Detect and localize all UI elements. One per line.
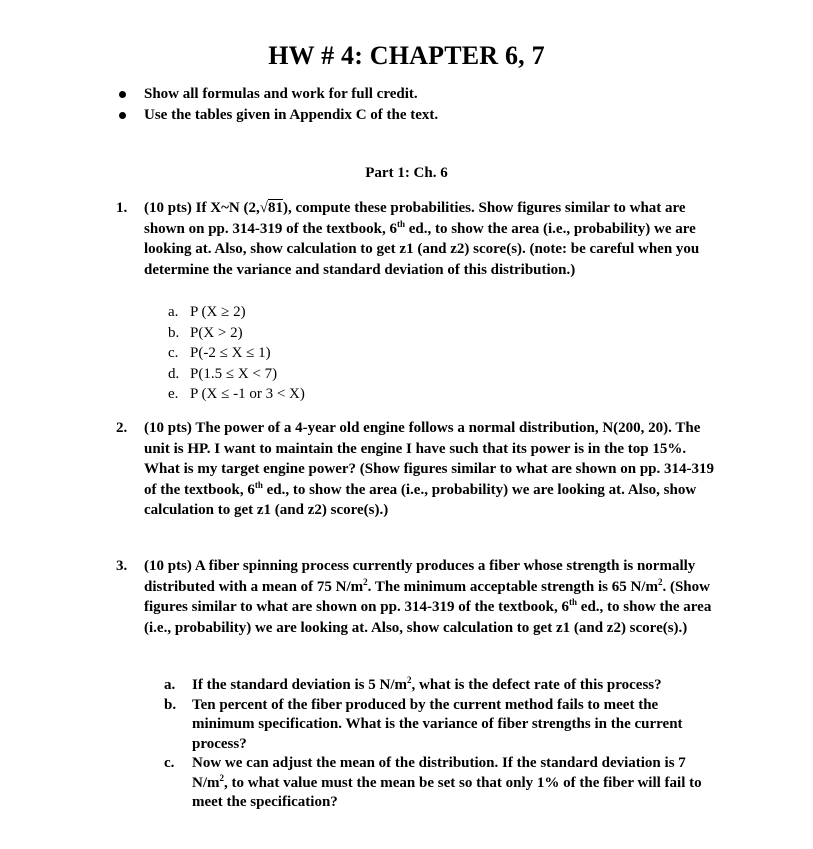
subquestion-text: P(-2 ≤ X ≤ 1) [190,345,271,361]
question-2 [116,418,722,521]
question-number: 1. [116,200,128,216]
question-text [144,418,722,521]
q3-text-c: . (Show figures similar to what are shown on pp. 314-319 of the textbook, 6 [144,578,710,615]
q3-text-d: ed., to show the area (i.e., probability) we are looking at. Also, show calculation to get z1 (and z2) score(s).) [144,599,712,636]
subquestion-letter: c. [164,755,175,771]
subquestion-letter: b. [164,696,177,713]
question-1 [116,198,722,280]
subquestion-letter: a. [164,677,176,693]
subquestion-text: Now we can adjust the mean of the distribution. If the standard deviation is 7 N/m [192,755,686,791]
instruction-item: Use the tables given in Appendix C of the text. [116,105,438,126]
sqrt-symbol: √ [259,200,268,216]
part-heading: Part 1: Ch. 6 [365,165,448,181]
subquestion-text: , what is the defect rate of this process? [411,677,662,693]
q1-text-a: (10 pts) If X~N (2, [144,200,260,216]
subquestion-item [164,754,724,813]
q1-text-b: ), compute these probabilities. Show figures similar to what are shown on pp. 314-319 of the textbook, 6 [144,200,686,237]
question-3 [116,556,722,638]
question-number: 3. [116,558,128,574]
subquestion-letter: c. [168,345,179,361]
q3-text-b: . The minimum acceptable strength is 65 N/m [367,578,658,595]
subquestion-text: Ten percent of the fiber produced by the current method fails to meet the minimum specification. What is the variance of fiber strengths in the current process? [192,696,683,752]
subquestion-item [168,384,305,405]
subquestion-item [168,323,305,344]
subquestion-letter: e. [168,386,179,402]
q3-text-a: (10 pts) A fiber spinning process currently produces a fiber whose strength is normally distributed with a mean of 75 N/m [144,558,696,595]
subquestion-text: P (X ≤ -1 or 3 < X) [190,386,305,402]
q1-subquestions [168,302,305,405]
subquestion-item [168,302,305,323]
q2-text-b: ed., to show the area (i.e., probability) we are looking at. Also, show calculation to get z1 (and z2) score(s).) [144,481,697,518]
question-number: 2. [116,420,128,436]
q2-text-a: (10 pts) The power of a 4-year old engine follows a normal distribution, N(200, 20). The unit is HP. I want to maintain the engine I have such that its power is in the top 15%. What is my target engine power? (Show figures similar to what are shown on pp. 314-319 of the textbook, 6 [144,420,715,498]
subquestion-item [164,696,724,755]
superscript: th [396,218,405,229]
page-title: HW # 4: CHAPTER 6, 7 [268,41,545,70]
subquestion-text: P(X > 2) [190,324,243,341]
superscript: 2 [407,675,412,685]
subquestion-text: , to what value must the mean be set so that only 1% of the fiber will fail to meet the specification? [192,774,702,810]
question-text [144,198,722,280]
subquestion-item [168,343,305,364]
superscript: 2 [363,576,368,587]
question-text [144,556,722,638]
subquestion-letter: a. [168,304,179,320]
superscript: 2 [219,772,224,783]
superscript: th [569,597,578,607]
superscript: th [254,479,263,490]
sqrt-value: 81 [267,200,283,216]
subquestion-item [168,364,305,385]
subquestion-text: P(1.5 ≤ X < 7) [190,365,278,382]
q1-text-c: ed., to show the area (i.e., probability) we are looking at. Also, show calculation to get z1 (and z2) score(s). (note: be careful when you determine the variance and standard deviation of this distribution.) [144,220,700,278]
superscript: 2 [657,576,663,587]
subquestion-letter: b. [168,324,180,341]
subquestion-item [164,676,724,696]
instructions-list [116,84,438,126]
q3-subquestions [164,676,724,813]
instruction-item: Show all formulas and work for full credit. [116,84,438,105]
subquestion-text: If the standard deviation is 5 N/m [192,677,408,693]
subquestion-letter: d. [168,365,180,382]
subquestion-text: P (X ≥ 2) [190,304,246,320]
